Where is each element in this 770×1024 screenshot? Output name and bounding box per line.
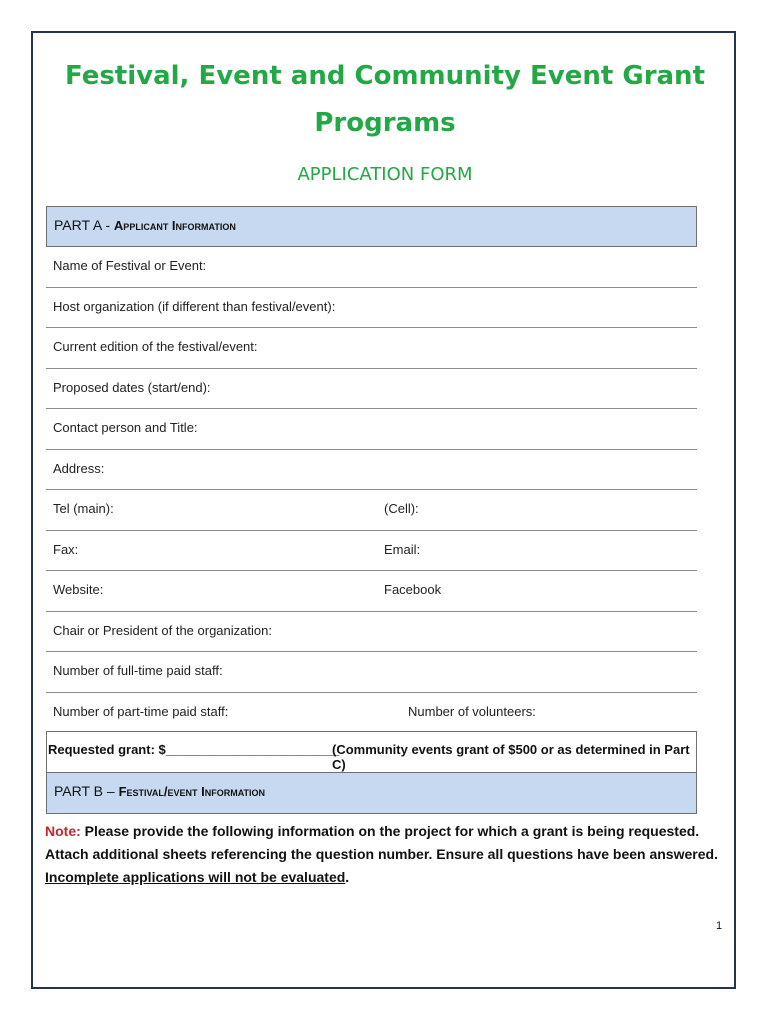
field-label-host: Host organization (if different than festival/event): <box>53 299 336 314</box>
field-row-website[interactable] <box>46 571 697 612</box>
field-label-name: Name of Festival or Event: <box>53 258 207 273</box>
field-label-facebook: Facebook <box>384 582 442 597</box>
field-row-contact[interactable] <box>46 409 697 450</box>
field-label-fulltime: Number of full-time paid staff: <box>53 663 223 678</box>
field-row-name[interactable] <box>46 247 697 288</box>
part-b-label: Festival/event Information <box>118 784 266 799</box>
instructions-note <box>45 820 735 889</box>
field-label-email: Email: <box>384 542 421 557</box>
field-label-parttime: Number of part-time paid staff: <box>53 704 229 719</box>
field-label-dates: Proposed dates (start/end): <box>53 380 211 395</box>
page-number: 1 <box>716 920 723 932</box>
field-row-parttime[interactable] <box>46 693 697 731</box>
field-row-chair[interactable] <box>46 612 697 652</box>
field-row-fulltime[interactable] <box>46 652 697 693</box>
field-label-cell: (Cell): <box>384 501 419 516</box>
form-title-line-1: Festival, Event and Community Event Grant <box>64 61 705 91</box>
note-label: Note: <box>45 823 81 839</box>
part-a-title <box>54 217 236 233</box>
field-label-fax: Fax: <box>53 542 79 557</box>
field-label-volunteers: Number of volunteers: <box>408 704 536 719</box>
part-b-header <box>46 772 697 814</box>
requested-grant-row[interactable] <box>46 731 697 773</box>
note-text: Please provide the following information on the project for which a grant is being requested. Attach additional sheets referencing the question number. Ensure all questions have been answered. <box>45 823 718 862</box>
part-a-label: Applicant Information <box>113 218 236 233</box>
note-end: . <box>345 869 350 885</box>
field-label-tel: Tel (main): <box>53 501 114 516</box>
field-label-address: Address: <box>53 461 105 476</box>
requested-grant-label: Requested grant: $________________________ <box>48 742 340 757</box>
field-row-tel[interactable] <box>46 490 697 531</box>
field-label-website: Website: <box>53 582 104 597</box>
part-a-prefix: PART A - <box>54 217 114 233</box>
field-label-chair: Chair or President of the organization: <box>53 623 272 638</box>
field-row-edition[interactable] <box>46 328 697 369</box>
field-row-host[interactable] <box>46 288 697 328</box>
field-row-dates[interactable] <box>46 369 697 409</box>
part-b-title <box>54 783 265 799</box>
requested-grant-note: (Community events grant of $500 or as determined in Part C) <box>332 742 690 772</box>
field-row-address[interactable] <box>46 450 697 490</box>
field-row-fax[interactable] <box>46 531 697 571</box>
form-subtitle: APPLICATION FORM <box>297 164 473 185</box>
part-b-prefix: PART B – <box>54 783 119 799</box>
note-warning: Incomplete applications will not be evaluated <box>45 869 346 885</box>
form-title-line-2: Programs <box>314 108 456 138</box>
field-label-edition: Current edition of the festival/event: <box>53 339 258 354</box>
field-label-contact: Contact person and Title: <box>53 420 198 435</box>
part-a-header <box>46 206 697 247</box>
